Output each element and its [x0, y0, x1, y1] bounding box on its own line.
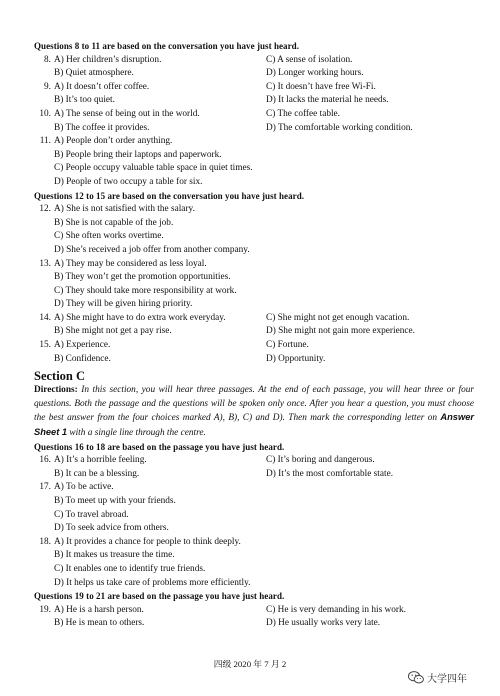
- question-row: [34, 244, 474, 258]
- answer-option: D) She might not gain more experience.: [266, 326, 415, 337]
- question-row: [34, 481, 474, 495]
- directions-text: In this section, you will hear three passages. At the end of each passage, you will hear three or four questions. Both the passage and the questions will be spoken only once. After you hear a question, you must choose the best answer from the four choices marked A), B), C) and D). Then mark the corresponding letter on: [34, 385, 474, 424]
- question-row: [34, 217, 474, 231]
- directions-tail: with a single line through the centre.: [67, 428, 206, 439]
- answer-option: B) She might not get a pay rise.: [54, 326, 172, 337]
- question-number-spacer: [34, 94, 54, 108]
- watermark-text: 大学四年: [427, 674, 467, 685]
- question-number-spacer: [34, 522, 54, 536]
- question-number-spacer: [34, 271, 54, 285]
- answer-option: A) To be active.: [54, 482, 114, 493]
- answer-option: A) They may be considered as less loyal.: [54, 258, 207, 269]
- question-group: [34, 54, 474, 190]
- question-number-spacer: [34, 122, 54, 136]
- question-number-spacer: [34, 230, 54, 244]
- question-number: 15.: [39, 340, 51, 351]
- answer-option: A) The sense of being out in the world.: [54, 108, 200, 119]
- answer-option: C) They should take more responsibility at work.: [54, 285, 237, 296]
- question-number-spacer: [34, 495, 54, 509]
- answer-option: B) Quiet atmosphere.: [54, 68, 134, 79]
- answer-option: A) It provides a chance for people to think deeply.: [54, 536, 241, 547]
- question-number-spacer: [34, 244, 54, 258]
- question-row: [34, 509, 474, 523]
- answer-option: A) She might have to do extra work everyday.: [54, 312, 226, 323]
- question-number-spacer: [34, 149, 54, 163]
- directions-paragraph: [34, 384, 474, 440]
- question-number: 19.: [39, 604, 51, 615]
- answer-option: A) Experience.: [54, 340, 111, 351]
- section-title: Section C: [34, 369, 86, 384]
- question-number-spacer: [34, 509, 54, 523]
- question-number: 17.: [39, 482, 51, 493]
- question-number-spacer: [34, 549, 54, 563]
- question-number: 16.: [39, 455, 51, 466]
- question-number-spacer: [34, 162, 54, 176]
- answer-option: B) It can be a blessing.: [54, 468, 140, 479]
- answer-sheet-label: Answer Sheet 1: [34, 412, 474, 438]
- answer-option: D) She’s received a job offer from another company.: [54, 244, 250, 255]
- question-row: [34, 230, 474, 244]
- question-row: [34, 54, 474, 68]
- question-row: [34, 563, 474, 577]
- answer-option: C) The coffee table.: [266, 108, 340, 119]
- answer-option: B) To meet up with your friends.: [54, 496, 176, 506]
- question-group-header: Questions 8 to 11 are based on the conversation you have just heard.: [34, 41, 299, 51]
- question-row: [34, 81, 474, 95]
- question-row: [34, 94, 474, 108]
- question-number: 18.: [39, 536, 51, 547]
- question-number-spacer: [34, 325, 54, 339]
- question-row: [34, 339, 474, 353]
- answer-option: C) He is very demanding in his work.: [266, 604, 406, 615]
- answer-option: D) He usually works very late.: [266, 618, 381, 629]
- answer-option: D) People of two occupy a table for six.: [54, 176, 203, 187]
- question-number-spacer: [34, 617, 54, 631]
- answer-option: D) The comfortable working condition.: [266, 122, 413, 133]
- answer-option: A) He is a harsh person.: [54, 604, 144, 615]
- question-group-header: Questions 12 to 15 are based on the conversation you have just heard.: [34, 190, 305, 201]
- answer-option: B) She is not capable of the job.: [54, 217, 174, 228]
- answer-option: C) She often works overtime.: [54, 231, 164, 242]
- question-row: [34, 122, 474, 136]
- question-row: [34, 577, 474, 591]
- question-row: [34, 353, 474, 367]
- question-row: [34, 108, 474, 122]
- answer-option: B) The coffee it provides.: [54, 122, 150, 133]
- answer-option: D) To seek advice from others.: [54, 523, 169, 534]
- question-row: [34, 67, 474, 81]
- answer-option: A) Her children’s disruption.: [54, 54, 162, 65]
- watermark: [408, 670, 467, 685]
- question-group-header: Questions 16 to 18 are based on the passage you have just heard.: [34, 441, 285, 452]
- answer-option: B) They won’t get the promotion opportunities.: [54, 272, 231, 283]
- answer-option: B) He is mean to others.: [54, 618, 145, 629]
- question-row: [34, 325, 474, 339]
- answer-option: D) They will be given hiring priority.: [54, 299, 193, 310]
- question-row: [34, 549, 474, 563]
- question-number: 10.: [39, 108, 51, 119]
- question-row: [34, 617, 474, 631]
- answer-option: A) It’s a horrible feeling.: [54, 455, 147, 466]
- question-number: 14.: [39, 312, 51, 323]
- question-row: [34, 162, 474, 176]
- question-row: [34, 312, 474, 326]
- question-number-spacer: [34, 298, 54, 312]
- exam-page: [34, 40, 474, 631]
- question-row: [34, 271, 474, 285]
- answer-option: B) It makes us treasure the time.: [54, 550, 175, 561]
- answer-option: C) A sense of isolation.: [266, 54, 353, 65]
- answer-option: C) Fortune.: [266, 340, 309, 351]
- question-group: [34, 454, 474, 590]
- answer-option: C) It doesn’t have free Wi-Fi.: [266, 81, 376, 92]
- question-row: [34, 258, 474, 272]
- question-number-spacer: [34, 176, 54, 190]
- answer-option: C) It’s boring and dangerous.: [266, 455, 375, 466]
- answer-option: D) Longer working hours.: [266, 68, 364, 79]
- question-number-spacer: [34, 577, 54, 591]
- answer-option: B) People bring their laptops and paperwork.: [54, 149, 222, 160]
- question-group: [34, 604, 474, 631]
- answer-option: B) Confidence.: [54, 353, 111, 364]
- question-row: [34, 135, 474, 149]
- question-number: 13.: [39, 258, 51, 269]
- wechat-icon: [408, 671, 424, 684]
- question-row: [34, 176, 474, 190]
- answer-option: C) People occupy valuable table space in quiet times.: [54, 163, 253, 174]
- answer-option: C) It enables one to identify true friends.: [54, 563, 206, 574]
- question-number: 11.: [39, 136, 51, 147]
- question-number-spacer: [34, 67, 54, 81]
- page-footer: 四级 2020 年 7 月 2: [213, 659, 287, 669]
- answer-option: D) It lacks the material he needs.: [266, 95, 389, 106]
- question-number: 12.: [39, 204, 51, 215]
- question-row: [34, 285, 474, 299]
- directions-label: Directions:: [34, 385, 78, 396]
- question-group: [34, 203, 474, 366]
- question-row: [34, 149, 474, 163]
- question-number: 9.: [44, 81, 51, 92]
- question-number-spacer: [34, 217, 54, 231]
- answer-option: A) She is not satisfied with the salary.: [54, 204, 195, 215]
- question-number: 8.: [44, 54, 51, 65]
- answer-option: D) Opportunity.: [266, 353, 326, 364]
- question-row: [34, 298, 474, 312]
- question-number-spacer: [34, 468, 54, 482]
- answer-option: B) It’s too quiet.: [54, 95, 115, 106]
- question-row: [34, 203, 474, 217]
- question-row: [34, 454, 474, 468]
- question-number-spacer: [34, 285, 54, 299]
- answer-option: C) To travel abroad.: [54, 509, 129, 520]
- answer-option: D) It helps us take care of problems more efficiently.: [54, 577, 251, 588]
- question-row: [34, 468, 474, 482]
- question-row: [34, 536, 474, 550]
- answer-option: C) She might not get enough vacation.: [266, 312, 410, 323]
- question-row: [34, 604, 474, 618]
- answer-option: A) People don’t order anything.: [54, 136, 173, 147]
- answer-option: A) It doesn’t offer coffee.: [54, 81, 150, 92]
- question-number-spacer: [34, 563, 54, 577]
- answer-option: D) It’s the most comfortable state.: [266, 468, 394, 479]
- question-number-spacer: [34, 353, 54, 367]
- question-row: [34, 522, 474, 536]
- question-group-header: Questions 19 to 21 are based on the passage you have just heard.: [34, 591, 285, 602]
- question-row: [34, 495, 474, 509]
